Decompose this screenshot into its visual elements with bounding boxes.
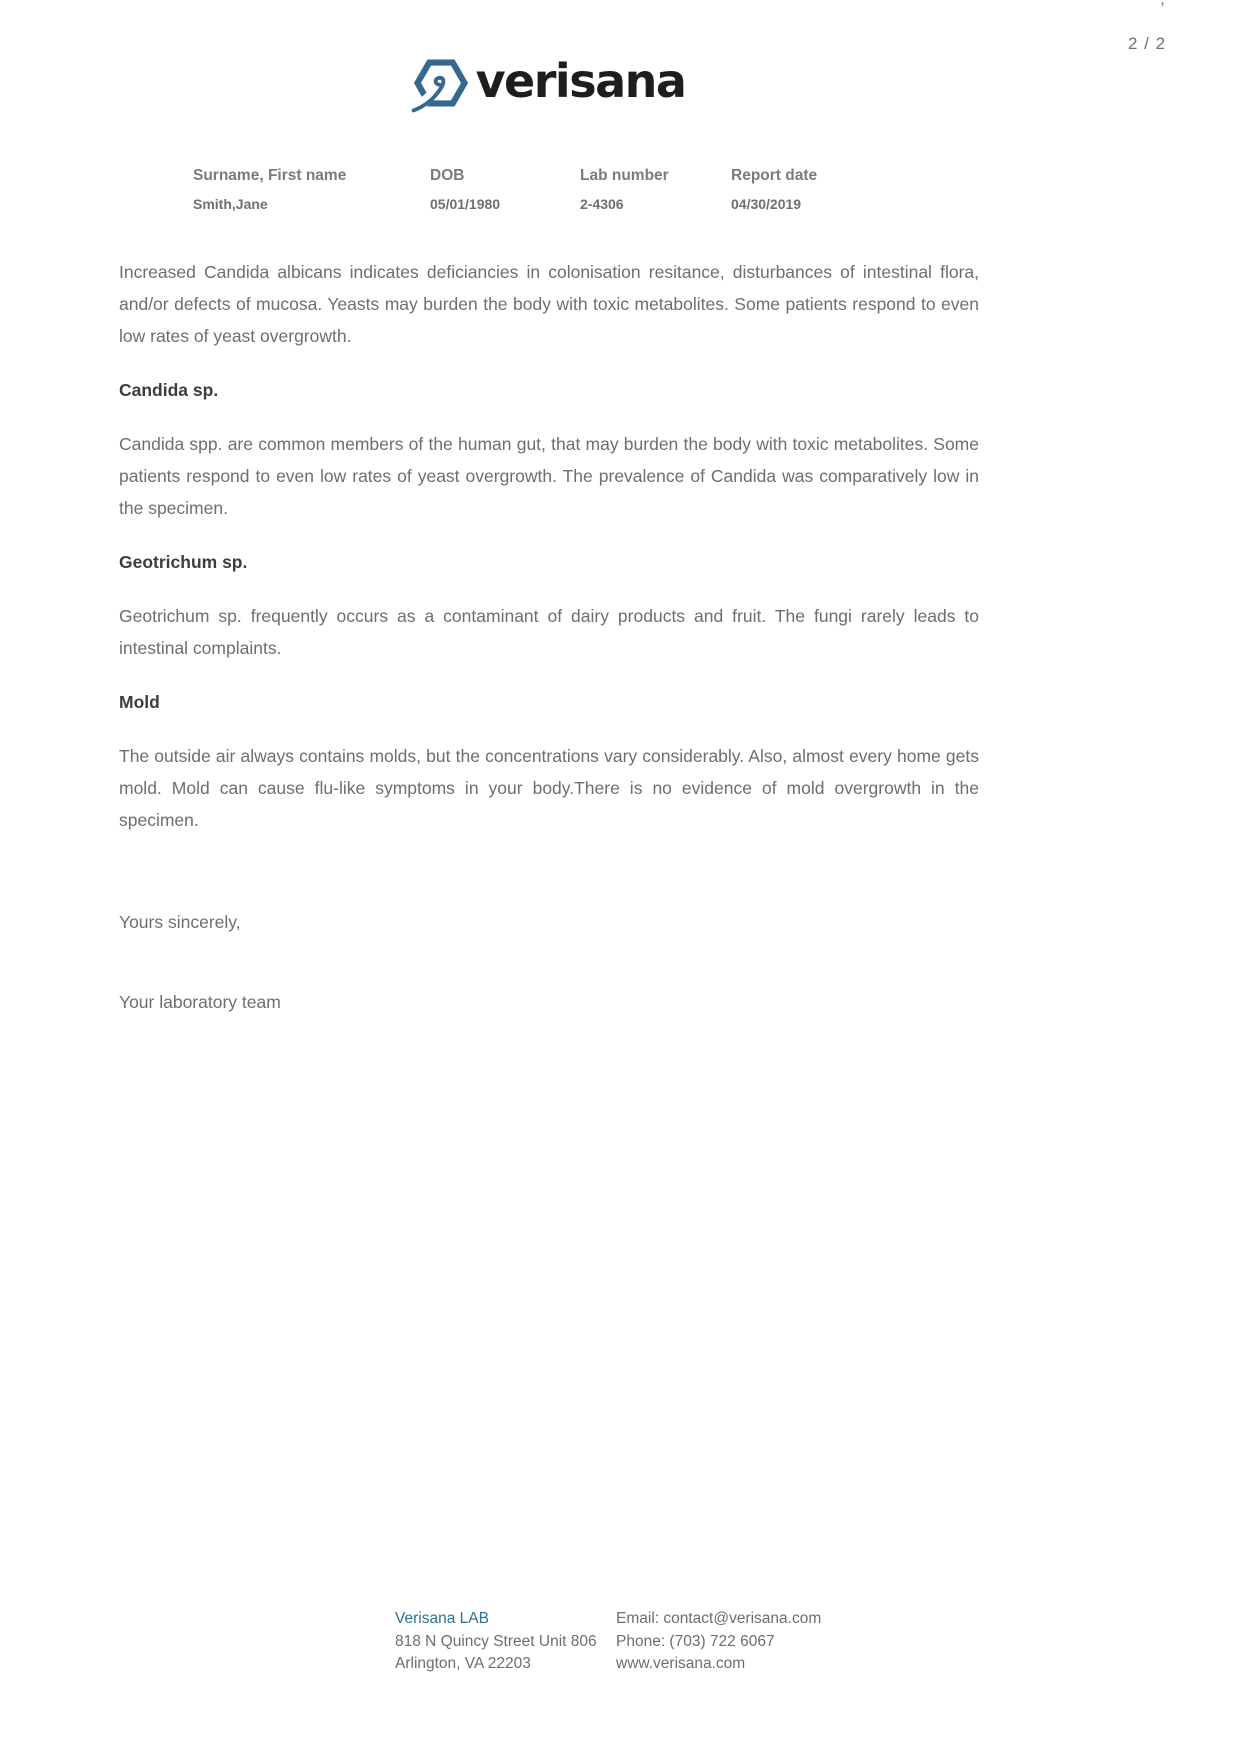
clipped-text-artifact — [1160, 0, 1165, 9]
page-number: 2 / 2 — [1128, 34, 1167, 53]
footer-lab-name: Verisana LAB — [395, 1610, 489, 1627]
lab-number-label: Lab number — [580, 167, 669, 184]
intro-paragraph: Increased Candida albicans indicates deficiancies in colonisation resitance, disturbances of intestinal flora, and/or defects of mucosa. Yeasts may burden the body with toxic metabolites. Some patients respond to even low rates of yeast overgrowth. — [119, 262, 979, 346]
lab-number-column — [580, 167, 731, 213]
patient-info-header — [193, 167, 817, 213]
page-footer — [395, 1608, 821, 1676]
section-paragraph-geotrichum: Geotrichum sp. frequently occurs as a contaminant of dairy products and fruit. The fungi rarely leads to intestinal complaints. — [119, 606, 979, 658]
report-date-value: 04/30/2019 — [731, 196, 802, 212]
dob-value: 05/01/1980 — [430, 196, 501, 212]
dob-column — [430, 167, 580, 213]
logo — [119, 52, 979, 114]
dob-label: DOB — [430, 167, 465, 184]
footer-address-column — [395, 1608, 616, 1676]
verisana-hexagon-icon — [413, 55, 469, 111]
footer-contact-column — [616, 1608, 821, 1676]
section-heading-mold: Mold — [119, 692, 160, 712]
patient-name-label: Surname, First name — [193, 167, 347, 184]
report-date-label: Report date — [731, 167, 818, 184]
footer-address-line1: 818 N Quincy Street Unit 806 — [395, 1632, 597, 1650]
footer-phone: Phone: (703) 722 6067 — [616, 1632, 775, 1650]
closing-line: Yours sincerely, — [119, 912, 241, 932]
report-date-column — [731, 167, 817, 213]
footer-email: Email: contact@verisana.com — [616, 1610, 822, 1627]
report-body — [119, 256, 979, 1040]
section-paragraph-candida: Candida spp. are common members of the human gut, that may burden the body with toxic metabolites. Some patients respond to even low rates of yeast overgrowth. The prevalence of Candida was comparatively low in the specimen. — [119, 434, 979, 518]
patient-name-column — [193, 167, 430, 213]
section-heading-geotrichum: Geotrichum sp. — [119, 552, 248, 572]
signature-line: Your laboratory team — [119, 992, 281, 1012]
footer-address-line2: Arlington, VA 22203 — [395, 1655, 531, 1672]
patient-name-value: Smith,Jane — [193, 196, 268, 212]
section-heading-candida: Candida sp. — [119, 380, 219, 400]
lab-number-value: 2-4306 — [580, 196, 624, 212]
logo-wordmark: verisana — [475, 54, 686, 108]
footer-website: www.verisana.com — [616, 1655, 746, 1672]
section-paragraph-mold: The outside air always contains molds, but the concentrations vary considerably. Also, almost every home gets mold. Mold can cause flu-like symptoms in your body.There is no evidence of mold overgrowth in the specimen. — [119, 746, 979, 830]
